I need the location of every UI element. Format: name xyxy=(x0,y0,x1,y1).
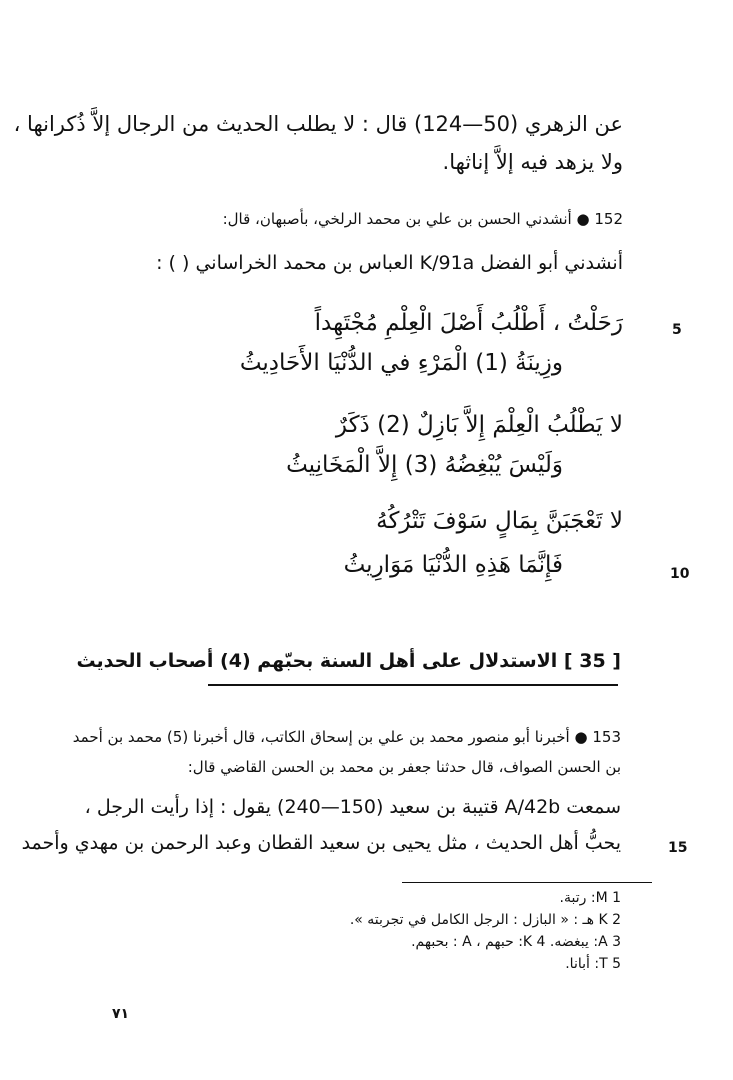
footnote-5: T 5: أبانا. xyxy=(565,956,621,972)
line-number-10: 10 xyxy=(670,566,690,582)
text-line-sami: سمعت A/42b قتيبة بن سعيد (150—240) يقول : إذا رأيت الرجل ، xyxy=(84,796,621,818)
text-line-1: عن الزهري (50—124) قال : لا يطلب الحديث من الرجال إلاَّ ذُكرانها ، xyxy=(13,112,623,136)
poem-verse-3a: لا تَعْجَبَنَّ بِمَالٍ سَوْفَ تَتْرُكُهُ xyxy=(376,508,623,534)
line-number-15: 15 xyxy=(668,840,688,856)
text-line-2: ولا يزهد فيه إلاَّ إناثها. xyxy=(442,150,623,174)
line-number-5: 5 xyxy=(672,322,682,338)
footnote-3-4: A 3: يبغضه. K 4: حبهم ، A : بحبهم. xyxy=(411,934,621,950)
poem-verse-1a: رَحَلْتُ ، أَطْلُبُ أَصْلَ الْعِلْمِ مُجْتَهِداً xyxy=(314,310,623,336)
entry-153-line-2: بن الحسن الصواف، قال حدثنا جعفر بن محمد بن الحسن القاضي قال: xyxy=(187,758,621,776)
footnote-1: M 1: رتبة. xyxy=(559,890,621,906)
entry-152: 152 ● أنشدني الحسن بن علي بن محمد الرلخي، بأصبهان، قال: xyxy=(222,210,623,228)
poem-verse-2b: وَلَيْسَ يُبْغِضُهُ (3) إِلاَّ الْمَخَانِيثُ xyxy=(286,452,563,478)
poem-verse-2a: لا يَطْلُبُ الْعِلْمَ إِلاَّ بَازِلٌ (2) ذَكَرٌ xyxy=(335,412,623,438)
heading-underline xyxy=(208,684,618,686)
footnote-separator xyxy=(402,882,652,883)
footnote-2: K 2 هـ : « البازل : الرجل الكامل في تجربته ». xyxy=(349,912,621,928)
text-line-4: أنشدني أبو الفضل K/91a العباس بن محمد الخراساني ( ) : xyxy=(156,252,623,274)
page-number: ٧١ xyxy=(112,1006,130,1022)
text-line-last: يحبُّ أهل الحديث ، مثل يحيى بن سعيد القطان وعبد الرحمن بن مهدي وأحمد xyxy=(21,832,621,854)
poem-verse-3b: فَإِنَّمَا هَذِهِ الدُّنْيَا مَوَارِيثُ xyxy=(343,552,563,578)
poem-verse-1b: وزِينَةُ (1) الْمَرْءِ في الدُّنْيَا الأَحَادِيثُ xyxy=(239,350,563,376)
section-heading: [ 35 ] الاستدلال على أهل السنة بحبّهم (4) أصحاب الحديث xyxy=(76,650,621,672)
entry-153-line-1: 153 ● أخبرنا أبو منصور محمد بن علي بن إسحاق الكاتب، قال أخبرنا (5) محمد بن أحمد xyxy=(72,728,621,746)
